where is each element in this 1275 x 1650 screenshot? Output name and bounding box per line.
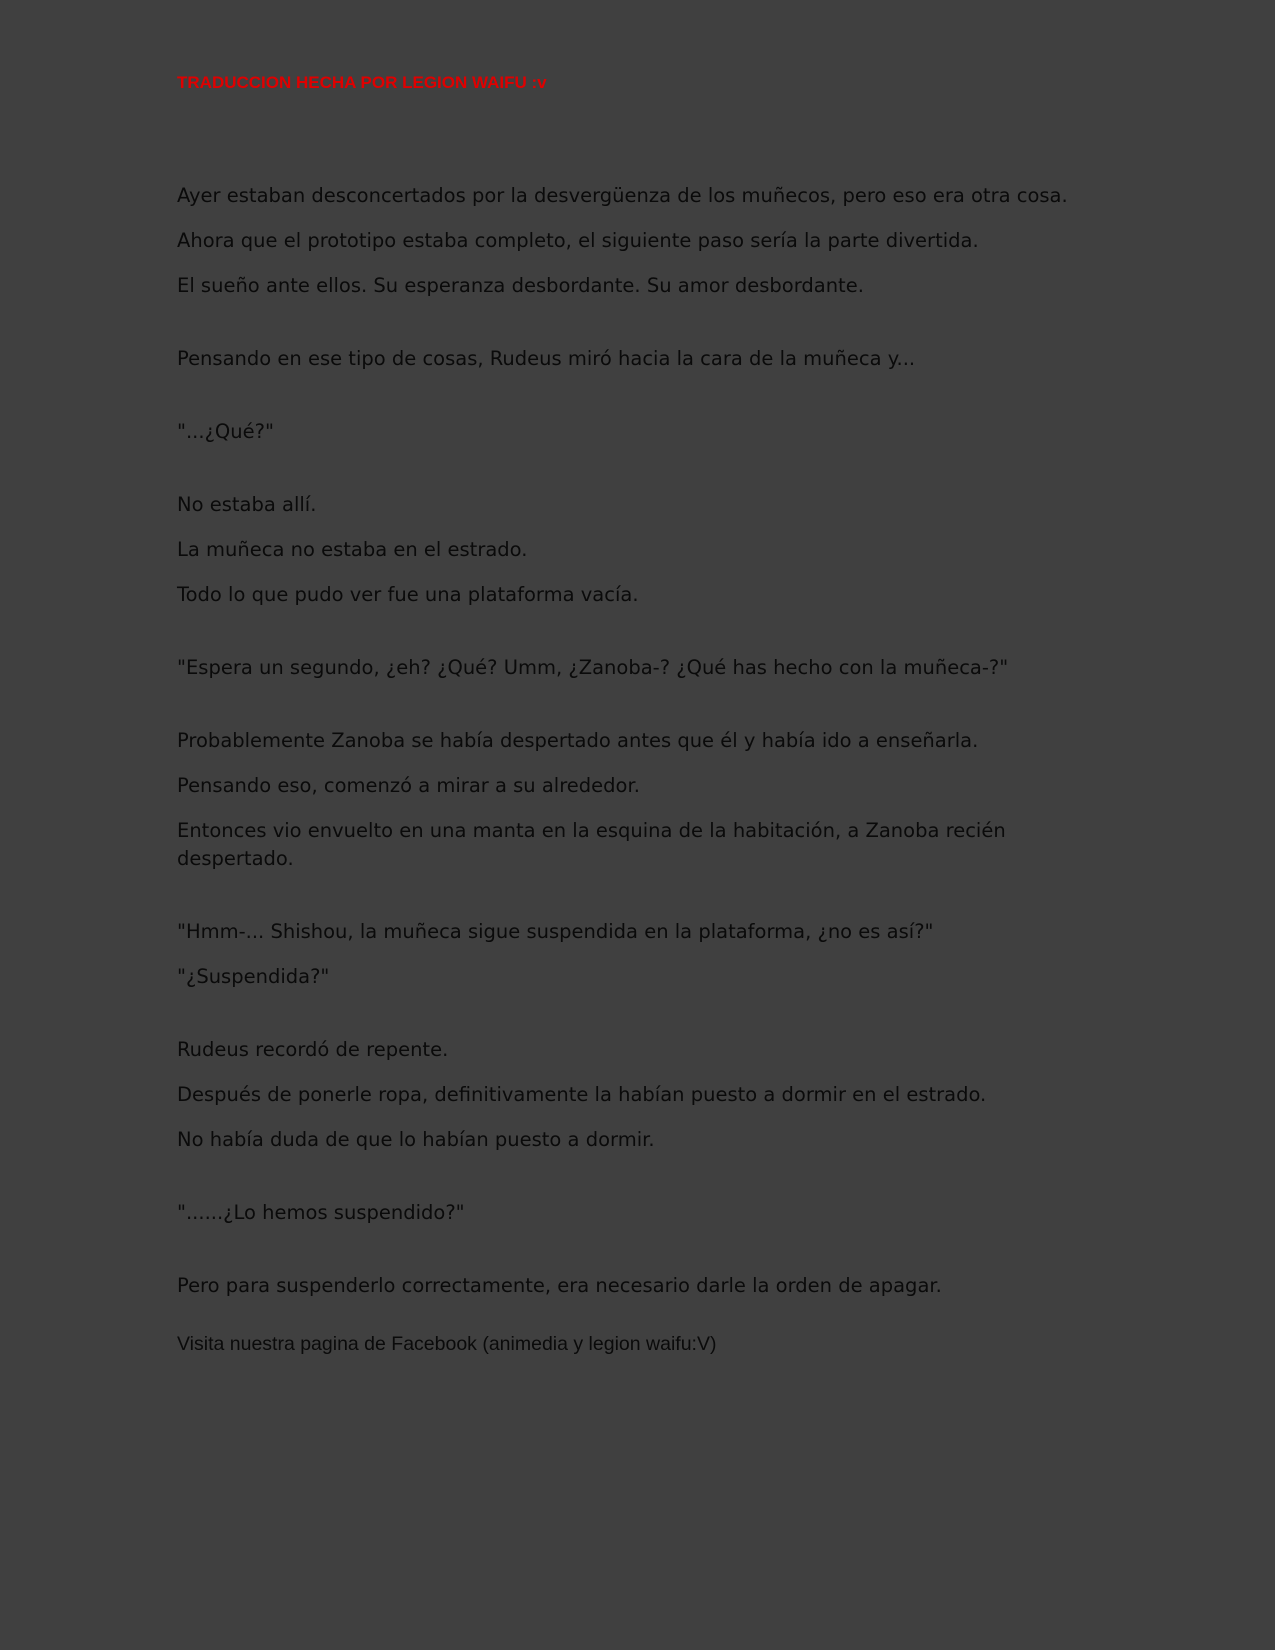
dialogue-line: "......¿Lo hemos suspendido?" [177,1201,465,1224]
paragraph: Probablemente Zanoba se había despertado antes que él y había ido a enseñarla. [177,729,979,752]
dialogue-line: "...¿Qué?" [177,420,274,443]
paragraph: Pero para suspenderlo correctamente, era necesario darle la orden de apagar. [177,1274,942,1297]
dialogue-line: "¿Suspendida?" [177,965,330,988]
paragraph: Pensando en ese tipo de cosas, Rudeus miró hacia la cara de la muñeca y... [177,347,916,370]
paragraph: No había duda de que lo habían puesto a dormir. [177,1128,655,1151]
paragraph: Ayer estaban desconcertados por la desvergüenza de los muñecos, pero eso era otra cosa. [177,184,1068,207]
dialogue-line: "Espera un segundo, ¿eh? ¿Qué? Umm, ¿Zanoba-? ¿Qué has hecho con la muñeca-?" [177,656,1009,679]
paragraph: El sueño ante ellos. Su esperanza desbordante. Su amor desbordante. [177,274,864,297]
paragraph: Después de ponerle ropa, definitivamente la habían puesto a dormir en el estrado. [177,1083,987,1106]
paragraph: Pensando eso, comenzó a mirar a su alrededor. [177,774,640,797]
paragraph: No estaba allí. [177,493,317,516]
paragraph: La muñeca no estaba en el estrado. [177,538,528,561]
paragraph: Entonces vio envuelto en una manta en la esquina de la habitación, a Zanoba recién despertado. [177,819,1006,870]
dialogue-line: "Hmm-... Shishou, la muñeca sigue suspendida en la plataforma, ¿no es así?" [177,920,934,943]
paragraph: Rudeus recordó de repente. [177,1038,449,1061]
document-body [177,182,1077,1300]
paragraph: Todo lo que pudo ver fue una plataforma vacía. [177,583,639,606]
translation-credit: TRADUCCION HECHA POR LEGION WAIFU :v [177,73,547,92]
paragraph: Ahora que el prototipo estaba completo, el siguiente paso sería la parte divertida. [177,229,979,252]
document-page [177,72,1077,1357]
facebook-promo-note: Visita nuestra pagina de Facebook (animedia y legion waifu:V) [177,1333,717,1355]
